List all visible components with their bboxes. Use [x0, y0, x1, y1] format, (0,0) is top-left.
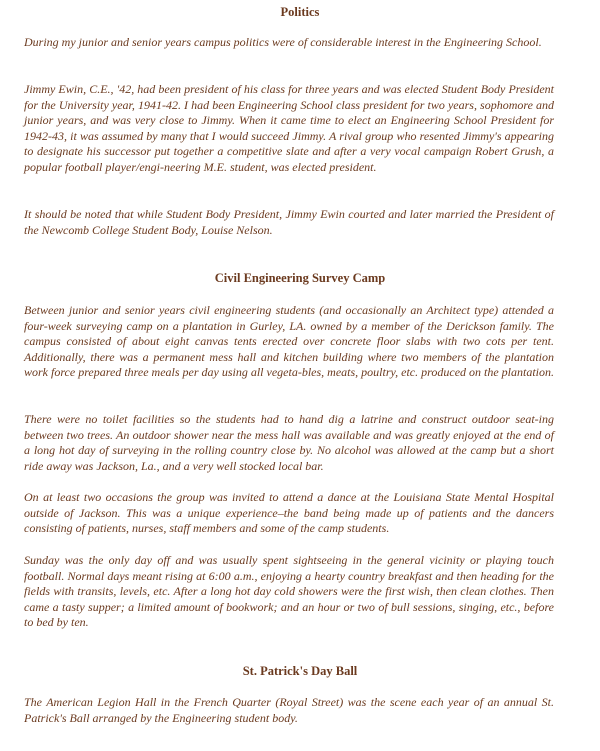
survey-camp-paragraph-2: There were no toilet facilities so the students had to hand dig a latrine and construct outdoor seat-ing between two trees. An outdoor shower near the mess hall was available and was greatly enjoyed at the end of a long hot day of surveying in the rolling country close by. No alcohol was allowed at the camp but a short ride away was Jackson, La., and a very well stocked local bar. — [24, 412, 554, 473]
survey-camp-paragraph-1: Between junior and senior years civil engineering students (and occasionally an Architect type) attended a four-week surveying camp on a plantation in Gurley, LA. owned by a member of the Derickson family. The campus consisted of about eight canvas tents erected over concrete floor slabs with two cots per tent. Additionally, there was a permanent mess hall and kitchen building where two members of the plantation work force prepared three meals per day using all vegeta-bles, meats, poultry, etc. produced on the plantation. — [24, 303, 555, 380]
politics-paragraph-2: Jimmy Ewin, C.E., '42, had been president of his class for three years and was elected Student Body President for the University year, 1941-42. I had been Engineering School class president for two years, sophomore and junior years, and was very close to Jimmy. When it came time to elect an Engineering School President for 1942-43, it was assumed by many that I would succeed Jimmy. A rival group who resented Jimmy's appearing to designate his successor put together a competitive slate and after a very vocal campaign Robert Grush, a popular football player/engi-neering M.E. student, was elected president. — [24, 82, 554, 174]
section-title-st-patricks-ball: St. Patrick's Day Ball — [242, 664, 358, 678]
st-patricks-paragraph-1: The American Legion Hall in the French Quarter (Royal Street) was the scene each year of an annual St. Patrick's Ball arranged by the Engineering student body. — [24, 695, 554, 725]
politics-paragraph-1: During my junior and senior years campus politics were of considerable interest in the Engineering School. — [24, 35, 542, 49]
section-title-politics: Politics — [280, 5, 320, 19]
section-title-survey-camp: Civil Engineering Survey Camp — [214, 271, 386, 285]
politics-paragraph-3: It should be noted that while Student Body President, Jimmy Ewin courted and later married the President of the Newcomb College Student Body, Louise Nelson. — [24, 207, 554, 237]
survey-camp-paragraph-3: On at least two occasions the group was invited to attend a dance at the Louisiana State Mental Hospital outside of Jackson. This was a unique experience–the band being made up of patients and the dancers consisting of patients, nurses, staff members and some of the camp students. — [24, 490, 554, 536]
survey-camp-paragraph-4: Sunday was the only day off and was usually spent sightseeing in the general vicinity or playing touch football. Normal days meant rising at 6:00 a.m., enjoying a hearty country breakfast and then heading for the fields with transits, levels, etc. After a long hot day cold showers were the first wish, then clean clothes. Then came a tasty supper; a limited amount of bookwork; and an hour or two of bull sessions, singing, etc., before to bed by ten. — [24, 553, 554, 630]
